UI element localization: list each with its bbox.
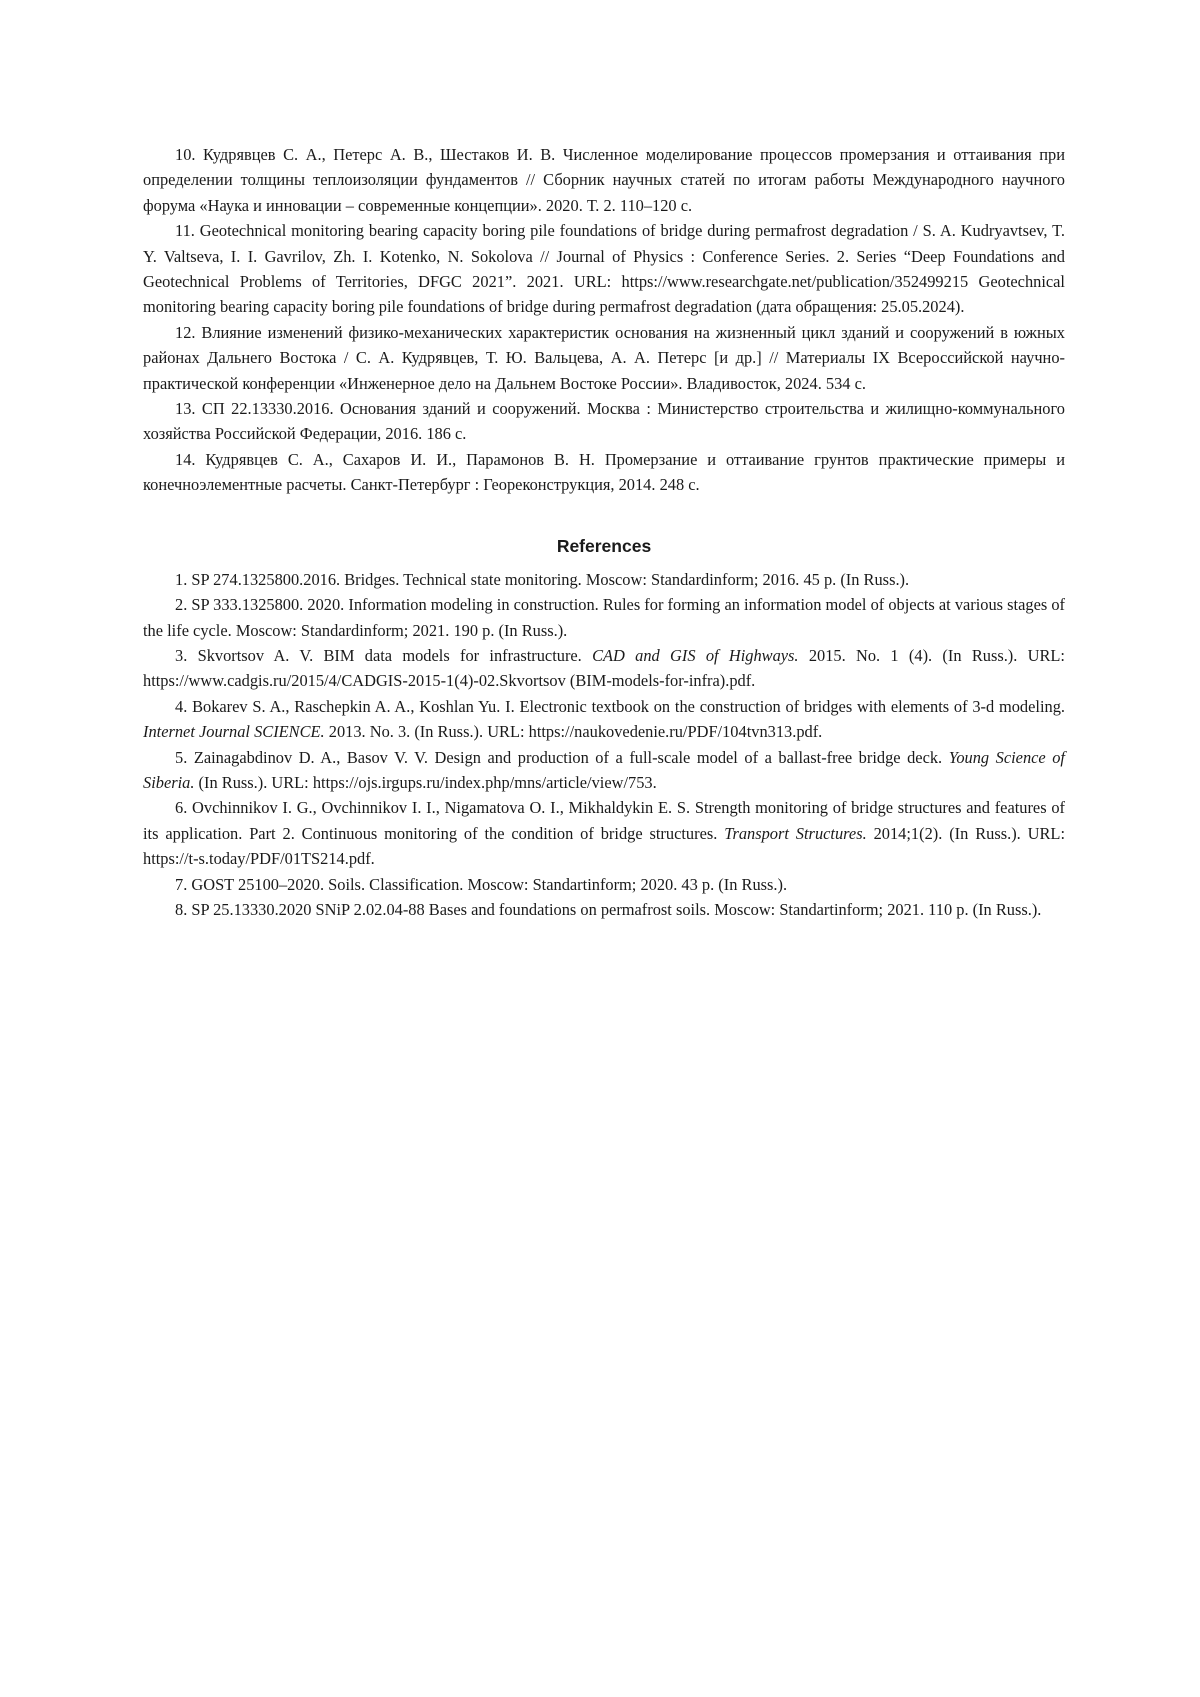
reference-text: 4. Bokarev S. A., Raschepkin A. A., Koshlan Yu. I. Electronic textbook on the construction of bridges with elements of 3-d modeling. xyxy=(175,696,1065,716)
reference-item xyxy=(143,795,1065,871)
reference-item: 11. Geotechnical monitoring bearing capacity boring pile foundations of bridge during permafrost degradation / S. A. Kudryavtsev, T. Y. Valtseva, I. I. Gavrilov, Zh. I. Kotenko, N. Sokolova // Journal of Physics : Conference Series. 2. Series “Deep Foundations and Geotechnical Problems of Territories, DFGC 2021”. 2021. URL: https://www.researchgate.net/publication/352499215 Geotechnical monitoring bearing capacity boring pile foundations of bridge during permafrost degradation (дата обращения: 25.05.2024). xyxy=(143,221,1065,317)
reference-item: 14. Кудрявцев С. А., Сахаров И. И., Парамонов В. Н. Промерзание и оттаивание грунтов практические примеры и конечноэлементные расчеты. Санкт-Петербург : Георeконструкция, 2014. 248 с. xyxy=(143,449,1065,495)
reference-text: 2015. No. 1 (4). (In Russ.). URL: https://www.cadgis.ru/2015/4/CADGIS-2015-1(4)-02.Skvortsov (BIM-models-for-infra).pdf. xyxy=(143,645,1065,691)
document-page xyxy=(143,142,1065,922)
reference-source-title: Young Science of Siberia. xyxy=(143,747,1065,792)
reference-text: 2013. No. 3. (In Russ.). URL: https://naukovedenie.ru/PDF/104tvn313.pdf. xyxy=(324,722,823,742)
reference-text: 2014;1(2). (In Russ.). URL: https://t-s.today/PDF/01TS214.pdf. xyxy=(143,823,1065,869)
reference-source-title: Transport Structures. xyxy=(724,823,867,843)
reference-item xyxy=(143,745,1065,796)
reference-source-title: Internet Journal SCIENCE. xyxy=(143,722,325,742)
reference-text: 2. SP 333.1325800. 2020. Information modeling in construction. Rules for forming an information model of objects at various stages of the life cycle. Moscow: Standardinform; 2021. 190 p. (In Russ.). xyxy=(143,595,1065,640)
english-reference-list xyxy=(143,567,1065,923)
reference-text: 6. Ovchinnikov I. G., Ovchinnikov I. I., Nigamatova O. I., Mikhaldykin E. S. Strength monitoring of bridge structures and features of its application. Part 2. Continuous monitoring of the condition of bridge structures. xyxy=(143,798,1065,843)
reference-text: 1. SP 274.1325800.2016. Bridges. Technical state monitoring. Moscow: Standardinform; 2016. 45 p. (In Russ.). xyxy=(175,569,910,589)
reference-text: 8. SP 25.13330.2020 SNiP 2.02.04-88 Bases and foundations on permafrost soils. Moscow: Standartinform; 2021. 110 p. (In Russ.). xyxy=(175,899,1042,919)
reference-item xyxy=(143,897,1065,922)
reference-text: (In Russ.). URL: https://ojs.irgups.ru/index.php/mns/article/view/753. xyxy=(194,772,657,792)
reference-item xyxy=(143,567,1065,592)
reference-item: 10. Кудрявцев С. А., Петерс А. В., Шестаков И. В. Численное моделирование процессов промерзания и оттаивания при определении толщины теплоизоляции фундаментов // Сборник научных статей по итогам работы Международного научного форума «Наука и инновации – современные концепции». 2020. Т. 2. 110–120 с. xyxy=(143,145,1065,215)
russian-reference-list xyxy=(143,142,1065,498)
reference-item xyxy=(143,592,1065,643)
reference-item xyxy=(143,694,1065,745)
reference-item: 12. Влияние изменений физико-механических характеристик основания на жизненный цикл зданий и сооружений в южных районах Дальнего Востока / С. А. Кудрявцев, Т. Ю. Вальцева, А. А. Петерс [и др.] // Материалы IX Всероссийской научно-практической конференции «Инженерное дело на Дальнем Востоке России». Владивосток, 2024. 534 с. xyxy=(143,322,1065,393)
reference-item: 13. СП 22.13330.2016. Основания зданий и сооружений. Москва : Министерство строительства и жилищно-коммунального хозяйства Российской Федерации, 2016. 186 с. xyxy=(143,399,1065,444)
reference-text: 7. GOST 25100–2020. Soils. Classification. Moscow: Standartinform; 2020. 43 p. (In Russ.). xyxy=(175,874,788,894)
reference-text: 3. Skvortsov A. V. BIM data models for infrastructure. xyxy=(175,645,593,665)
reference-item xyxy=(143,643,1065,694)
reference-text: 5. Zainagabdinov D. A., Basov V. V. Design and production of a full-scale model of a ballast-free bridge deck. xyxy=(175,747,949,767)
reference-source-title: CAD and GIS of Highways. xyxy=(592,645,799,665)
references-heading: References xyxy=(556,535,652,556)
reference-item xyxy=(143,872,1065,897)
